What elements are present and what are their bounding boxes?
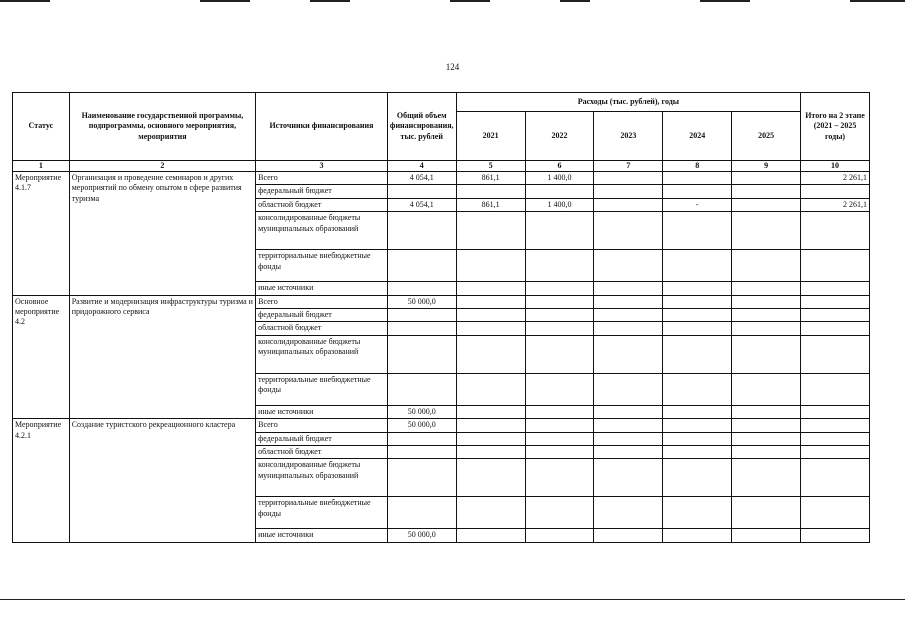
year-value-cell: - (663, 198, 732, 211)
header-year: 2023 (594, 112, 663, 161)
year-value-cell (594, 373, 663, 405)
year-value-cell (525, 308, 594, 321)
header-total-volume: Общий объем финансирования, тыс. рублей (387, 93, 456, 161)
year-value-cell (663, 172, 732, 185)
total-volume-cell: 50 000,0 (387, 405, 456, 418)
header-expenses: Расходы (тыс. рублей), годы (456, 93, 800, 112)
year-value-cell (663, 295, 732, 308)
itogo-cell (801, 529, 870, 542)
column-number: 9 (732, 161, 801, 172)
page-number: 124 (445, 62, 460, 72)
year-value-cell (456, 405, 525, 418)
total-volume-cell: 4 054,1 (387, 198, 456, 211)
header-year: 2025 (732, 112, 801, 161)
itogo-cell: 2 261,1 (801, 172, 870, 185)
year-value-cell (525, 419, 594, 432)
year-value-cell (663, 212, 732, 250)
year-value-cell (732, 250, 801, 282)
year-value-cell (456, 282, 525, 295)
itogo-cell (801, 282, 870, 295)
itogo-cell (801, 405, 870, 418)
source-cell: Всего (256, 295, 388, 308)
header-name: Наименование государственной программы, подпрограммы, основного мероприятия, мероприятия (69, 93, 255, 161)
header-status: Статус (13, 93, 70, 161)
total-volume-cell (387, 335, 456, 373)
year-value-cell: 861,1 (456, 172, 525, 185)
year-value-cell: 1 400,0 (525, 172, 594, 185)
year-value-cell (525, 322, 594, 335)
column-number: 6 (525, 161, 594, 172)
year-value-cell (732, 459, 801, 497)
year-value-cell (525, 373, 594, 405)
source-cell: Всего (256, 419, 388, 432)
itogo-cell (801, 185, 870, 198)
column-number: 2 (69, 161, 255, 172)
total-volume-cell (387, 497, 456, 529)
year-value-cell (525, 445, 594, 458)
itogo-cell (801, 335, 870, 373)
year-value-cell (594, 198, 663, 211)
year-value-cell (456, 529, 525, 542)
year-value-cell (594, 282, 663, 295)
year-value-cell (456, 445, 525, 458)
year-value-cell (732, 308, 801, 321)
year-value-cell (663, 529, 732, 542)
year-value-cell (456, 497, 525, 529)
year-value-cell (663, 405, 732, 418)
year-value-cell (663, 373, 732, 405)
table-row (13, 419, 870, 432)
year-value-cell (456, 212, 525, 250)
header-itogo: Итого на 2 этапе (2021 – 2025 годы) (801, 93, 870, 161)
itogo-cell (801, 212, 870, 250)
status-cell: Основное мероприятие 4.2 (13, 295, 70, 419)
source-cell: территориальные внебюджетные фонды (256, 373, 388, 405)
source-cell: областной бюджет (256, 322, 388, 335)
year-value-cell (732, 172, 801, 185)
year-value-cell (456, 295, 525, 308)
year-value-cell (594, 459, 663, 497)
itogo-cell (801, 419, 870, 432)
year-value-cell (732, 529, 801, 542)
scan-edge-marks (0, 0, 905, 4)
year-value-cell (456, 185, 525, 198)
year-value-cell (456, 308, 525, 321)
year-value-cell (594, 295, 663, 308)
table-row (13, 295, 870, 308)
year-value-cell (594, 529, 663, 542)
table-row (13, 172, 870, 185)
source-cell: федеральный бюджет (256, 308, 388, 321)
column-number: 3 (256, 161, 388, 172)
year-value-cell (732, 282, 801, 295)
total-volume-cell (387, 373, 456, 405)
year-value-cell (525, 282, 594, 295)
year-value-cell (732, 335, 801, 373)
year-value-cell (594, 445, 663, 458)
year-value-cell (456, 419, 525, 432)
year-value-cell (663, 282, 732, 295)
total-volume-cell: 50 000,0 (387, 419, 456, 432)
source-cell: федеральный бюджет (256, 432, 388, 445)
year-value-cell (732, 405, 801, 418)
itogo-cell: 2 261,1 (801, 198, 870, 211)
header-year: 2022 (525, 112, 594, 161)
year-value-cell (732, 295, 801, 308)
scan-bottom-line (0, 599, 905, 600)
year-value-cell (732, 212, 801, 250)
itogo-cell (801, 322, 870, 335)
total-volume-cell (387, 432, 456, 445)
year-value-cell (456, 432, 525, 445)
budget-table-body (13, 172, 870, 543)
name-cell: Развитие и модернизация инфраструктуры туризма и придорожного сервиса (69, 295, 255, 419)
year-value-cell (732, 497, 801, 529)
year-value-cell (456, 322, 525, 335)
column-number: 7 (594, 161, 663, 172)
year-value-cell (525, 250, 594, 282)
header-year: 2021 (456, 112, 525, 161)
source-cell: областной бюджет (256, 445, 388, 458)
year-value-cell (663, 459, 732, 497)
year-value-cell (456, 335, 525, 373)
source-cell: федеральный бюджет (256, 185, 388, 198)
total-volume-cell (387, 212, 456, 250)
year-value-cell (525, 335, 594, 373)
year-value-cell: 1 400,0 (525, 198, 594, 211)
total-volume-cell (387, 459, 456, 497)
year-value-cell (594, 185, 663, 198)
year-value-cell (525, 497, 594, 529)
source-cell: Всего (256, 172, 388, 185)
year-value-cell (594, 250, 663, 282)
column-number: 1 (13, 161, 70, 172)
year-value-cell (663, 419, 732, 432)
year-value-cell (594, 432, 663, 445)
total-volume-cell (387, 322, 456, 335)
source-cell: областной бюджет (256, 198, 388, 211)
column-number: 4 (387, 161, 456, 172)
year-value-cell (456, 250, 525, 282)
year-value-cell (732, 432, 801, 445)
source-cell: иные источники (256, 405, 388, 418)
source-cell: консолидированные бюджеты муниципальных образований (256, 212, 388, 250)
year-value-cell: 861,1 (456, 198, 525, 211)
year-value-cell (594, 172, 663, 185)
year-value-cell (456, 459, 525, 497)
year-value-cell (732, 445, 801, 458)
itogo-cell (801, 295, 870, 308)
status-cell: Мероприятие 4.1.7 (13, 172, 70, 296)
year-value-cell (663, 185, 732, 198)
year-value-cell (732, 373, 801, 405)
total-volume-cell (387, 308, 456, 321)
total-volume-cell (387, 185, 456, 198)
total-volume-cell: 4 054,1 (387, 172, 456, 185)
year-value-cell (663, 335, 732, 373)
year-value-cell (732, 185, 801, 198)
name-cell: Создание туристского рекреационного кластера (69, 419, 255, 543)
year-value-cell (525, 185, 594, 198)
itogo-cell (801, 445, 870, 458)
year-value-cell (594, 212, 663, 250)
column-number: 10 (801, 161, 870, 172)
itogo-cell (801, 308, 870, 321)
year-value-cell (594, 405, 663, 418)
year-value-cell (663, 322, 732, 335)
year-value-cell (663, 497, 732, 529)
name-cell: Организация и проведение семинаров и других мероприятий по обмену опытом в сфере развития туризма (69, 172, 255, 296)
year-value-cell (663, 432, 732, 445)
total-volume-cell (387, 282, 456, 295)
budget-table (12, 92, 870, 543)
year-value-cell (732, 322, 801, 335)
itogo-cell (801, 432, 870, 445)
year-value-cell (594, 322, 663, 335)
year-value-cell (525, 212, 594, 250)
total-volume-cell (387, 250, 456, 282)
year-value-cell (525, 529, 594, 542)
year-value-cell (594, 419, 663, 432)
source-cell: иные источники (256, 529, 388, 542)
header-sources: Источники финансирования (256, 93, 388, 161)
total-volume-cell: 50 000,0 (387, 529, 456, 542)
itogo-cell (801, 250, 870, 282)
source-cell: территориальные внебюджетные фонды (256, 497, 388, 529)
source-cell: консолидированные бюджеты муниципальных образований (256, 335, 388, 373)
total-volume-cell (387, 445, 456, 458)
header-year: 2024 (663, 112, 732, 161)
year-value-cell (525, 405, 594, 418)
year-value-cell (525, 459, 594, 497)
source-cell: консолидированные бюджеты муниципальных образований (256, 459, 388, 497)
year-value-cell (525, 432, 594, 445)
status-cell: Мероприятие 4.2.1 (13, 419, 70, 543)
source-cell: территориальные внебюджетные фонды (256, 250, 388, 282)
column-number: 5 (456, 161, 525, 172)
year-value-cell (663, 250, 732, 282)
year-value-cell (456, 373, 525, 405)
itogo-cell (801, 459, 870, 497)
source-cell: иные источники (256, 282, 388, 295)
year-value-cell (525, 295, 594, 308)
year-value-cell (594, 497, 663, 529)
total-volume-cell: 50 000,0 (387, 295, 456, 308)
year-value-cell (594, 335, 663, 373)
column-number: 8 (663, 161, 732, 172)
year-value-cell (663, 445, 732, 458)
year-value-cell (732, 419, 801, 432)
itogo-cell (801, 373, 870, 405)
year-value-cell (663, 308, 732, 321)
year-value-cell (594, 308, 663, 321)
itogo-cell (801, 497, 870, 529)
year-value-cell (732, 198, 801, 211)
